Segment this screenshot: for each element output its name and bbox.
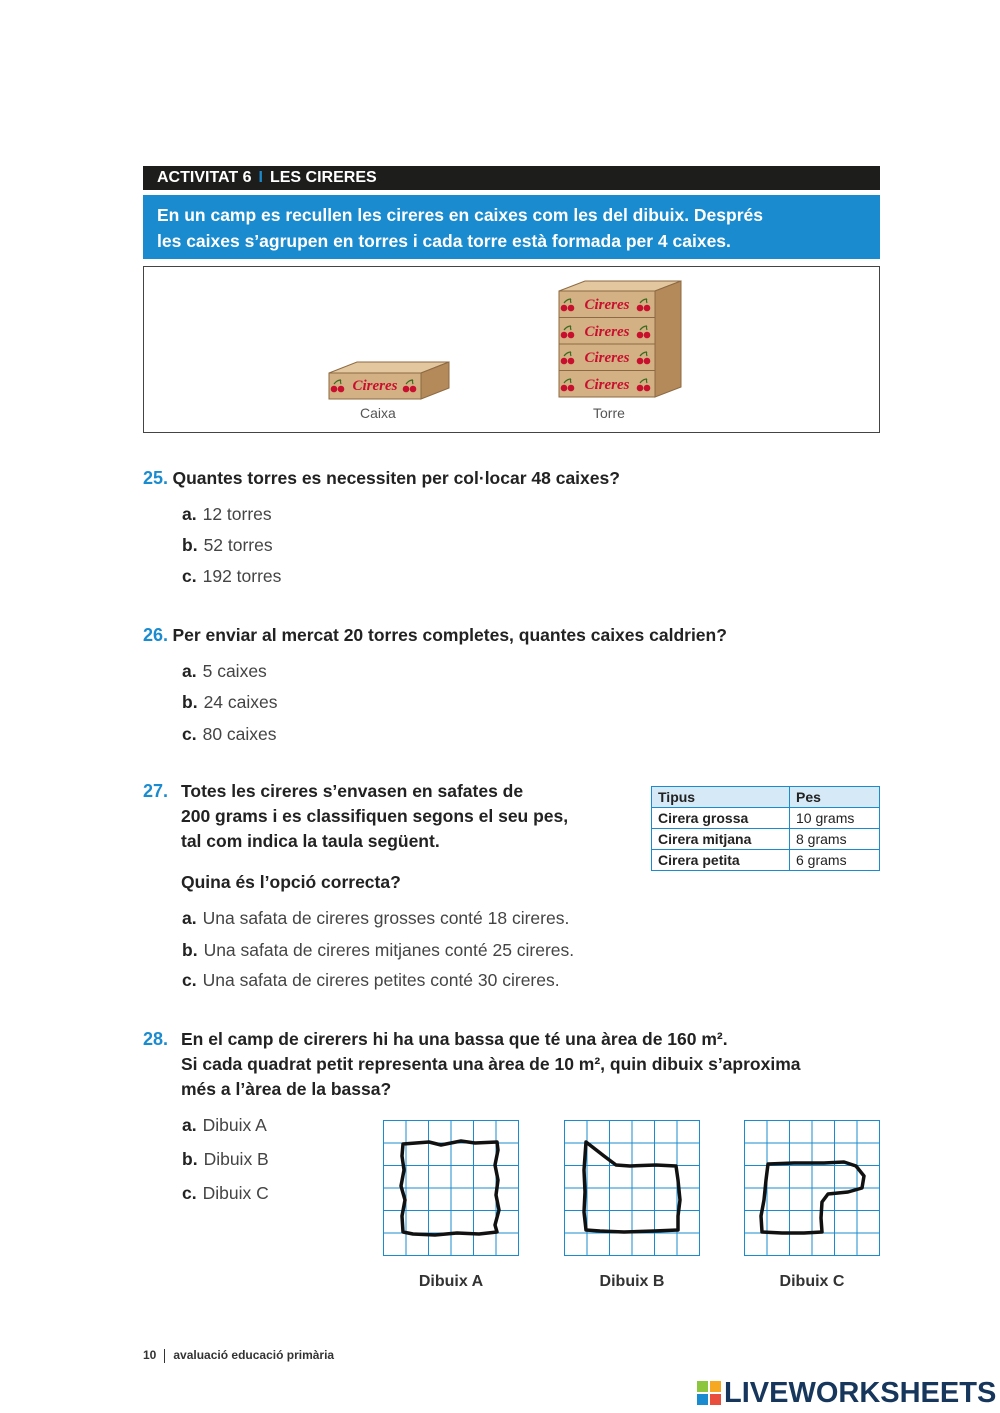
option-text: Dibuix A [202,1115,267,1135]
activity-number: ACTIVITAT 6 [157,169,252,186]
option-text: 52 torres [203,535,273,555]
option-letter: a. [182,661,197,681]
option-letter: a. [182,504,197,524]
table-cell: 6 grams [790,850,880,871]
table-row [652,808,880,829]
q27-option-c[interactable] [182,970,560,991]
option-text: 192 torres [202,566,282,586]
question-line-3: tal com indica la taula següent. [181,831,440,851]
tower-crate-3 [559,344,655,371]
question-27-text [181,779,568,854]
q25-option-b[interactable] [182,535,273,556]
option-text: Una safata de cireres mitjanes conté 25 cireres. [203,940,575,960]
caption-torre: Torre [593,405,625,421]
q25-option-c[interactable] [182,566,281,587]
page-footer [143,1348,342,1363]
option-letter: b. [182,1149,198,1169]
option-letter: c. [182,1183,197,1203]
header-separator: I [258,169,263,186]
drawing-b-grid [564,1120,700,1256]
footer-text: avaluació educació primària [173,1348,335,1362]
liveworksheets-logo [696,1377,996,1409]
q27-option-b[interactable] [182,940,574,961]
page-number: 10 [143,1348,157,1362]
drawing-a-grid [383,1120,519,1256]
option-letter: b. [182,940,198,960]
intro-line-2: les caixes s’agrupen en torres i cada torre està formada per 4 caixes. [157,231,731,251]
table-header-row [652,787,880,808]
question-27-number: 27. [143,781,169,801]
table-cell: Cirera grossa [652,808,790,829]
option-text: Una safata de cireres petites conté 30 cireres. [202,970,560,990]
crate-label: Cireres [584,377,630,393]
crate-label: Cireres [584,350,630,366]
q26-option-b[interactable] [182,692,278,713]
q28-option-b[interactable] [182,1149,269,1170]
table-header-pes: Pes [790,787,880,808]
q28-option-c[interactable] [182,1183,269,1204]
table-cell: Cirera mitjana [652,829,790,850]
tower-crate-2 [559,318,655,345]
option-text: Una safata de cireres grosses conté 18 cireres. [202,908,570,928]
question-number: 25. [143,468,169,488]
table-cell: Cirera petita [652,850,790,871]
question-line-1: Totes les cireres s’envasen en safates de [181,781,524,801]
drawing-a-caption: Dibuix A [418,1273,484,1290]
option-letter: c. [182,970,197,990]
caption-caixa: Caixa [360,405,396,421]
option-letter: b. [182,535,198,555]
logo-text: LIVEWORKSHEETS [724,1376,997,1409]
q26-option-c[interactable] [182,724,277,745]
option-text: 24 caixes [203,692,278,712]
crate-label: Cireres [584,297,630,313]
table-cell: 8 grams [790,829,880,850]
question-line-3: més a l’àrea de la bassa? [181,1079,392,1099]
question-line-2: 200 grams i es classifiquen segons el seu pes, [181,806,569,826]
option-letter: b. [182,692,198,712]
option-letter: a. [182,1115,197,1135]
question-line-1: En el camp de cirerers hi ha una bassa que té una àrea de 160 m². [181,1029,728,1049]
intro-line-1: En un camp es recullen les cireres en caixes com les del dibuix. Després [157,205,763,225]
footer-divider [164,1349,165,1363]
logo-icon [696,1380,722,1406]
weights-table [651,786,880,871]
crate-label: Cireres [584,324,630,340]
question-text: Per enviar al mercat 20 torres completes, quantes caixes caldrien? [172,625,727,645]
option-letter: a. [182,908,197,928]
activity-header [143,166,880,190]
tower-crate-4 [559,371,655,398]
question-25 [143,466,620,491]
activity-intro [143,195,880,259]
option-letter: c. [182,724,197,744]
option-text: 80 caixes [202,724,277,744]
crates-illustration [143,266,880,433]
table-row [652,850,880,871]
table-header-tipus: Tipus [652,787,790,808]
option-text: Dibuix B [203,1149,269,1169]
option-text: 5 caixes [202,661,267,681]
table-cell: 10 grams [790,808,880,829]
q26-option-a[interactable] [182,661,267,682]
activity-title: LES CIRERES [269,169,377,186]
q28-option-a[interactable] [182,1115,267,1136]
option-text: Dibuix C [202,1183,269,1203]
drawing-b-caption: Dibuix B [599,1273,665,1290]
option-letter: c. [182,566,197,586]
question-28-text [181,1027,801,1102]
single-crate-icon [329,362,449,399]
question-line-2: Si cada quadrat petit representa una àrea de 10 m², quin dibuix s’aproxima [181,1054,801,1074]
question-text: Quantes torres es necessiten per col·locar 48 caixes? [172,468,620,488]
question-28-number: 28. [143,1029,169,1049]
question-number: 26. [143,625,169,645]
crate-label: Cireres [352,378,398,394]
option-text: 12 torres [202,504,272,524]
drawing-c-grid [744,1120,880,1256]
tower-crates-icon [559,281,681,397]
drawing-c-caption: Dibuix C [779,1273,845,1290]
question-27-prompt: Quina és l’opció correcta? [181,872,401,892]
question-26 [143,623,727,648]
q25-option-a[interactable] [182,504,272,525]
tower-crate-1 [559,291,655,318]
table-row [652,829,880,850]
q27-option-a[interactable] [182,908,569,929]
